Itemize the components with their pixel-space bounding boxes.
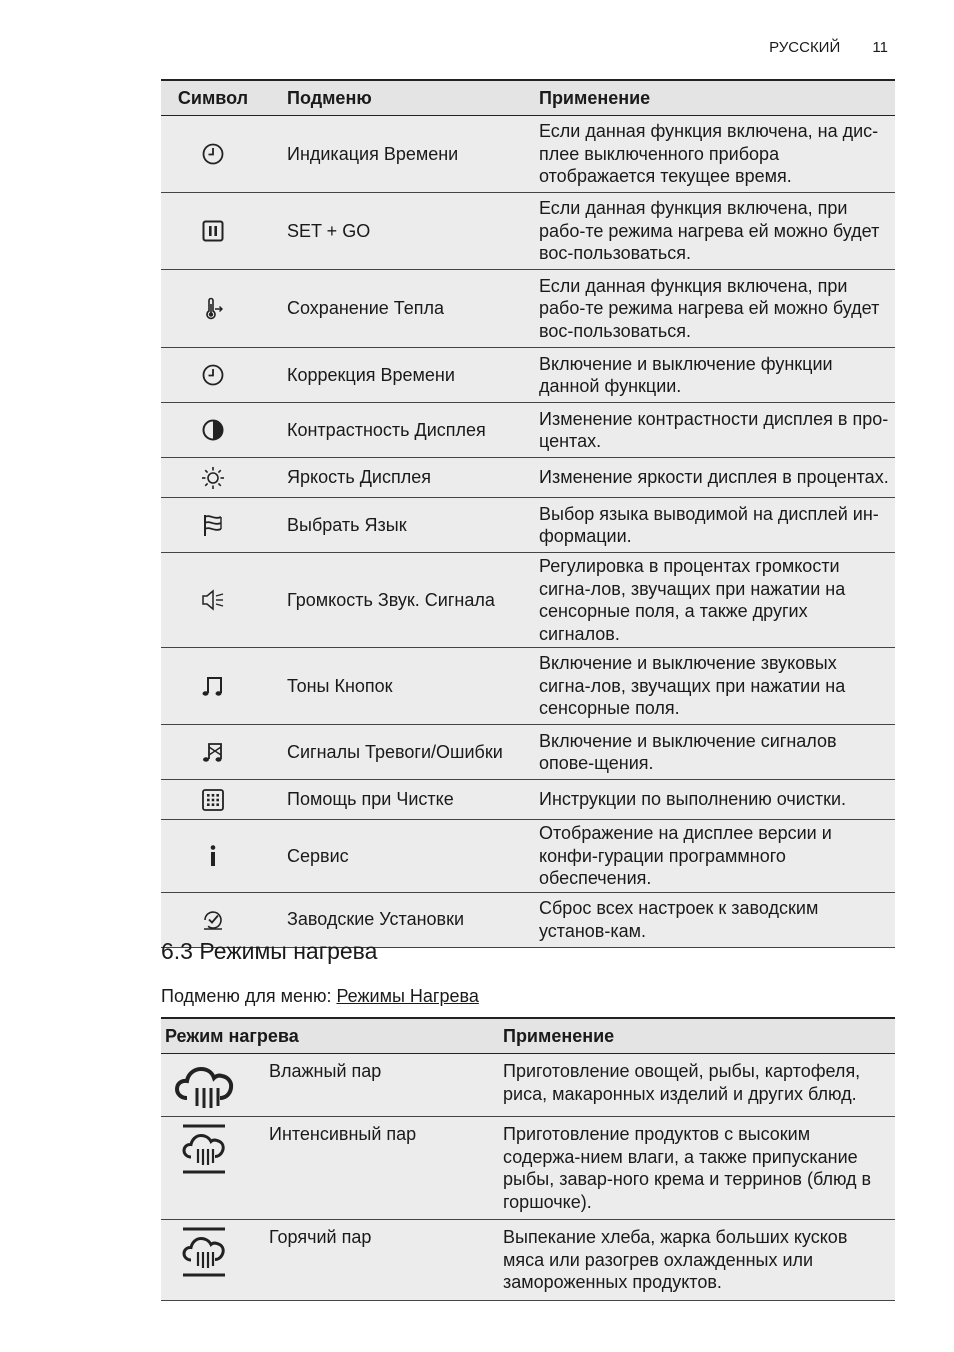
- music-note-icon: [201, 674, 225, 698]
- submenu-name: Индикация Времени: [265, 116, 529, 193]
- table-row: [161, 725, 895, 780]
- heating-mode-name: Интенсивный пар: [265, 1117, 497, 1220]
- section-number: 6.3: [161, 938, 193, 964]
- steam-cloud-top-bottom-icon: [173, 1226, 265, 1278]
- section-title: Режимы нагрева: [199, 938, 378, 964]
- submenu-name: Выбрать Язык: [265, 498, 529, 553]
- speaker-icon: [201, 588, 225, 612]
- table-row: [161, 498, 895, 553]
- submenu-name: Контрастность Дисплея: [265, 403, 529, 458]
- table-row: [161, 780, 895, 820]
- table-row: [161, 820, 895, 893]
- table-row: [161, 553, 895, 648]
- submenu-application: Включение и выключение звуковых сигна-лов, звучащих при нажатии на сенсорные поля.: [529, 648, 895, 725]
- table-row: [161, 403, 895, 458]
- column-header-symbol: Символ: [161, 80, 265, 116]
- table-row: [161, 1220, 895, 1301]
- submenu-name: Сервис: [265, 820, 529, 893]
- section-heading: [161, 938, 377, 965]
- heating-mode-application: Приготовление овощей, рыбы, картофеля, риса, макаронных изделий и других блюд.: [497, 1054, 895, 1117]
- table-row: [161, 1117, 895, 1220]
- submenu-application: Изменение яркости дисплея в процентах.: [529, 458, 895, 498]
- submenu-table-header: [161, 80, 895, 116]
- grid-square-icon: [201, 788, 225, 812]
- submenu-name: Коррекция Времени: [265, 348, 529, 403]
- heating-mode-application: Выпекание хлеба, жарка больших кусков мяса или разогрев охлажденных или замороженных продуктов.: [497, 1220, 895, 1301]
- heating-modes-table: [161, 1017, 895, 1301]
- submenu-application: Сброс всех настроек к заводским установ-кам.: [529, 892, 895, 947]
- pause-square-icon: [201, 219, 225, 243]
- submenu-application: Отображение на дисплее версии и конфи-гурации программного обеспечения.: [529, 820, 895, 893]
- submenu-link[interactable]: Режимы Нагрева: [336, 986, 479, 1006]
- sun-icon: [201, 466, 225, 490]
- half-circle-icon: [201, 418, 225, 442]
- submenu-prefix: Подменю для меню:: [161, 986, 337, 1006]
- submenu-table: [161, 79, 895, 948]
- column-header-submenu: Подменю: [265, 80, 529, 116]
- submenu-application: Инструкции по выполнению очистки.: [529, 780, 895, 820]
- table-row: [161, 270, 895, 348]
- table-row: [161, 648, 895, 725]
- submenu-name: Помощь при Чистке: [265, 780, 529, 820]
- flag-icon: [201, 513, 225, 537]
- table-row: [161, 1054, 895, 1117]
- clock-icon: [201, 142, 225, 166]
- submenu-application: Регулировка в процентах громкости сигна-лов, звучащих при нажатии на сенсорные поля, а также других сигналов.: [529, 553, 895, 648]
- submenu-name: Сохранение Тепла: [265, 270, 529, 348]
- clock-icon: [201, 363, 225, 387]
- table-row: [161, 348, 895, 403]
- submenu-name: SET + GO: [265, 193, 529, 270]
- submenu-application: Включение и выключение сигналов опове-щения.: [529, 725, 895, 780]
- submenu-application: Выбор языка выводимой на дисплей ин-формации.: [529, 498, 895, 553]
- heating-mode-name: Влажный пар: [265, 1054, 497, 1117]
- submenu-application: Изменение контрастности дисплея в про-центах.: [529, 403, 895, 458]
- heating-mode-application: Приготовление продуктов с высоким содержа-нием влаги, а также припускание рыбы, завар-ного крема и терринов (блюд в горшочке).: [497, 1117, 895, 1220]
- submenu-application: Включение и выключение функции данной функции.: [529, 348, 895, 403]
- submenu-application: Если данная функция включена, при рабо-те режима нагрева ей можно будет вос-пользоваться.: [529, 193, 895, 270]
- submenu-name: Сигналы Тревоги/Ошибки: [265, 725, 529, 780]
- steam-cloud-top-bottom-icon: [173, 1123, 265, 1175]
- page-header: [769, 39, 888, 56]
- thermometer-arrow-icon: [201, 297, 225, 321]
- table-row: [161, 193, 895, 270]
- submenu-name: Заводские Установки: [265, 892, 529, 947]
- submenu-name: Тоны Кнопок: [265, 648, 529, 725]
- submenu-reference: [161, 986, 479, 1007]
- submenu-application: Если данная функция включена, на дис-плее выключенного прибора отображается текущее время.: [529, 116, 895, 193]
- heating-mode-name: Горячий пар: [265, 1220, 497, 1301]
- column-header-application: Применение: [497, 1018, 895, 1054]
- table-row: [161, 116, 895, 193]
- reset-check-icon: [201, 908, 225, 932]
- column-header-mode: Режим нагрева: [161, 1018, 497, 1054]
- table-row: [161, 458, 895, 498]
- heating-modes-header: [161, 1018, 895, 1054]
- submenu-name: Яркость Дисплея: [265, 458, 529, 498]
- alarm-note-icon: [201, 740, 225, 764]
- header-language: РУССКИЙ: [769, 39, 841, 56]
- info-icon: [201, 844, 225, 868]
- submenu-name: Громкость Звук. Сигнала: [265, 553, 529, 648]
- column-header-application: Применение: [529, 80, 895, 116]
- submenu-application: Если данная функция включена, при рабо-те режима нагрева ей можно будет вос-пользоваться.: [529, 270, 895, 348]
- steam-cloud-icon: [173, 1060, 265, 1112]
- page-number: 11: [872, 39, 888, 56]
